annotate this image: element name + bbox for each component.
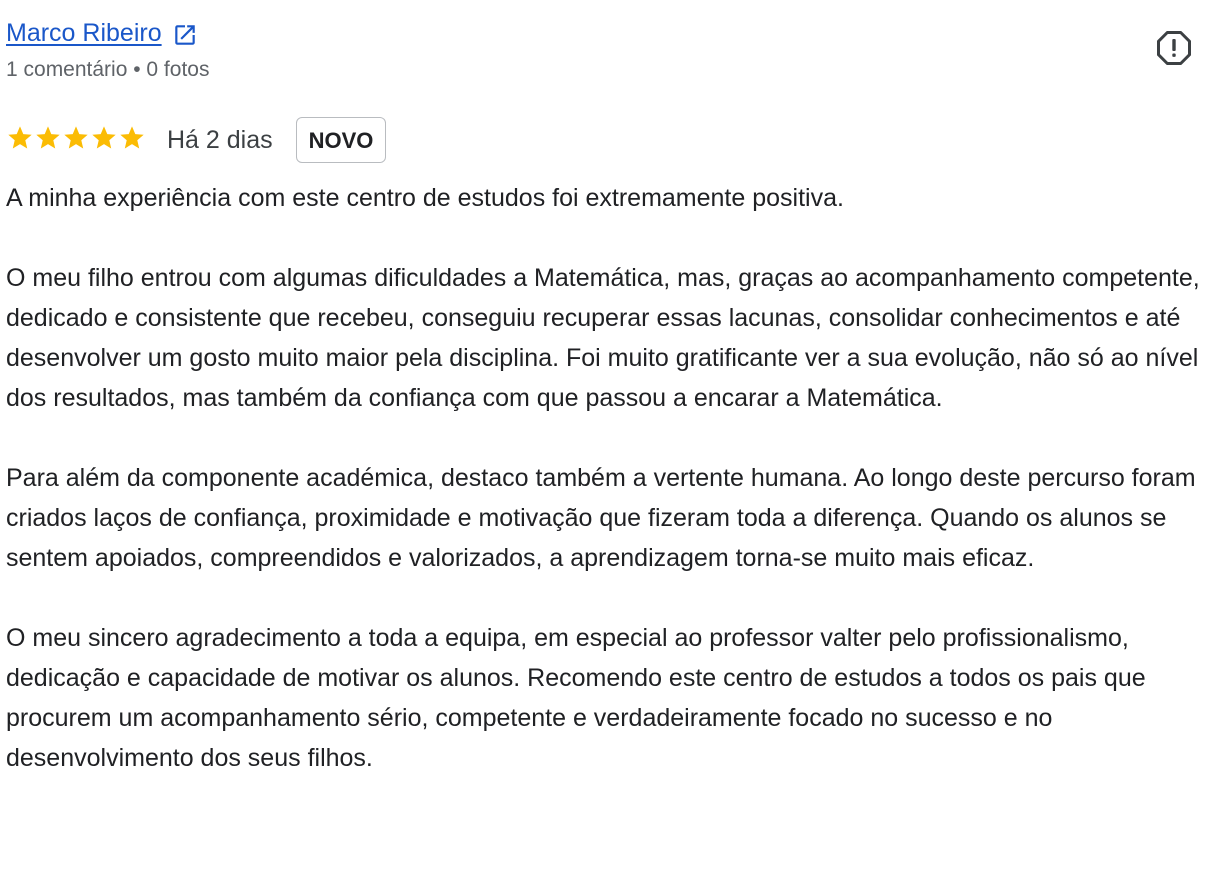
review-paragraph: O meu filho entrou com algumas dificuldades a Matemática, mas, graças ao acompanhamento competente, dedicado e consistente que recebeu, conseguiu recuperar essas lacunas, consolidar conhecimentos e até desenvolver um gosto muito maior pela disciplina. Foi muito gratificante ver a sua evolução, não só ao nível dos resultados, mas também da confiança com que passou a encarar a Matemática.	[6, 264, 1200, 412]
review-paragraph: Para além da componente académica, destaco também a vertente humana. Ao longo deste percurso foram criados laços de confiança, proximidade e motivação que fizeram toda a diferença. Quando os alunos se sentem apoiados, compreendidos e valorizados, a aprendizagem torna-se muito mais eficaz.	[6, 464, 1196, 572]
review-date: Há 2 dias	[167, 125, 273, 154]
star-icon	[118, 124, 146, 157]
author-name-link[interactable]: Marco Ribeiro	[6, 18, 162, 47]
report-flag-icon[interactable]	[1155, 29, 1193, 67]
review-paragraph: A minha experiência com este centro de estudos foi extremamente positiva.	[6, 184, 844, 212]
new-badge: NOVO	[296, 117, 387, 163]
star-icon	[34, 124, 62, 157]
star-icon	[62, 124, 90, 157]
review-paragraph: O meu sincero agradecimento a toda a equipa, em especial ao professor valter pelo profissionalismo, dedicação e capacidade de motivar os alunos. Recomendo este centro de estudos a todos os pais que procurem um acompanhamento sério, competente e verdadeiramente focado no sucesso e no desenvolvimento dos seus filhos.	[6, 624, 1146, 772]
review-text	[6, 178, 1206, 778]
rating-row	[6, 116, 386, 164]
star-icon	[6, 124, 34, 157]
star-icon	[90, 124, 118, 157]
star-rating	[6, 124, 146, 157]
author-row	[6, 18, 198, 48]
author-meta: 1 comentário • 0 fotos	[6, 58, 210, 81]
external-link-icon[interactable]	[172, 22, 198, 48]
